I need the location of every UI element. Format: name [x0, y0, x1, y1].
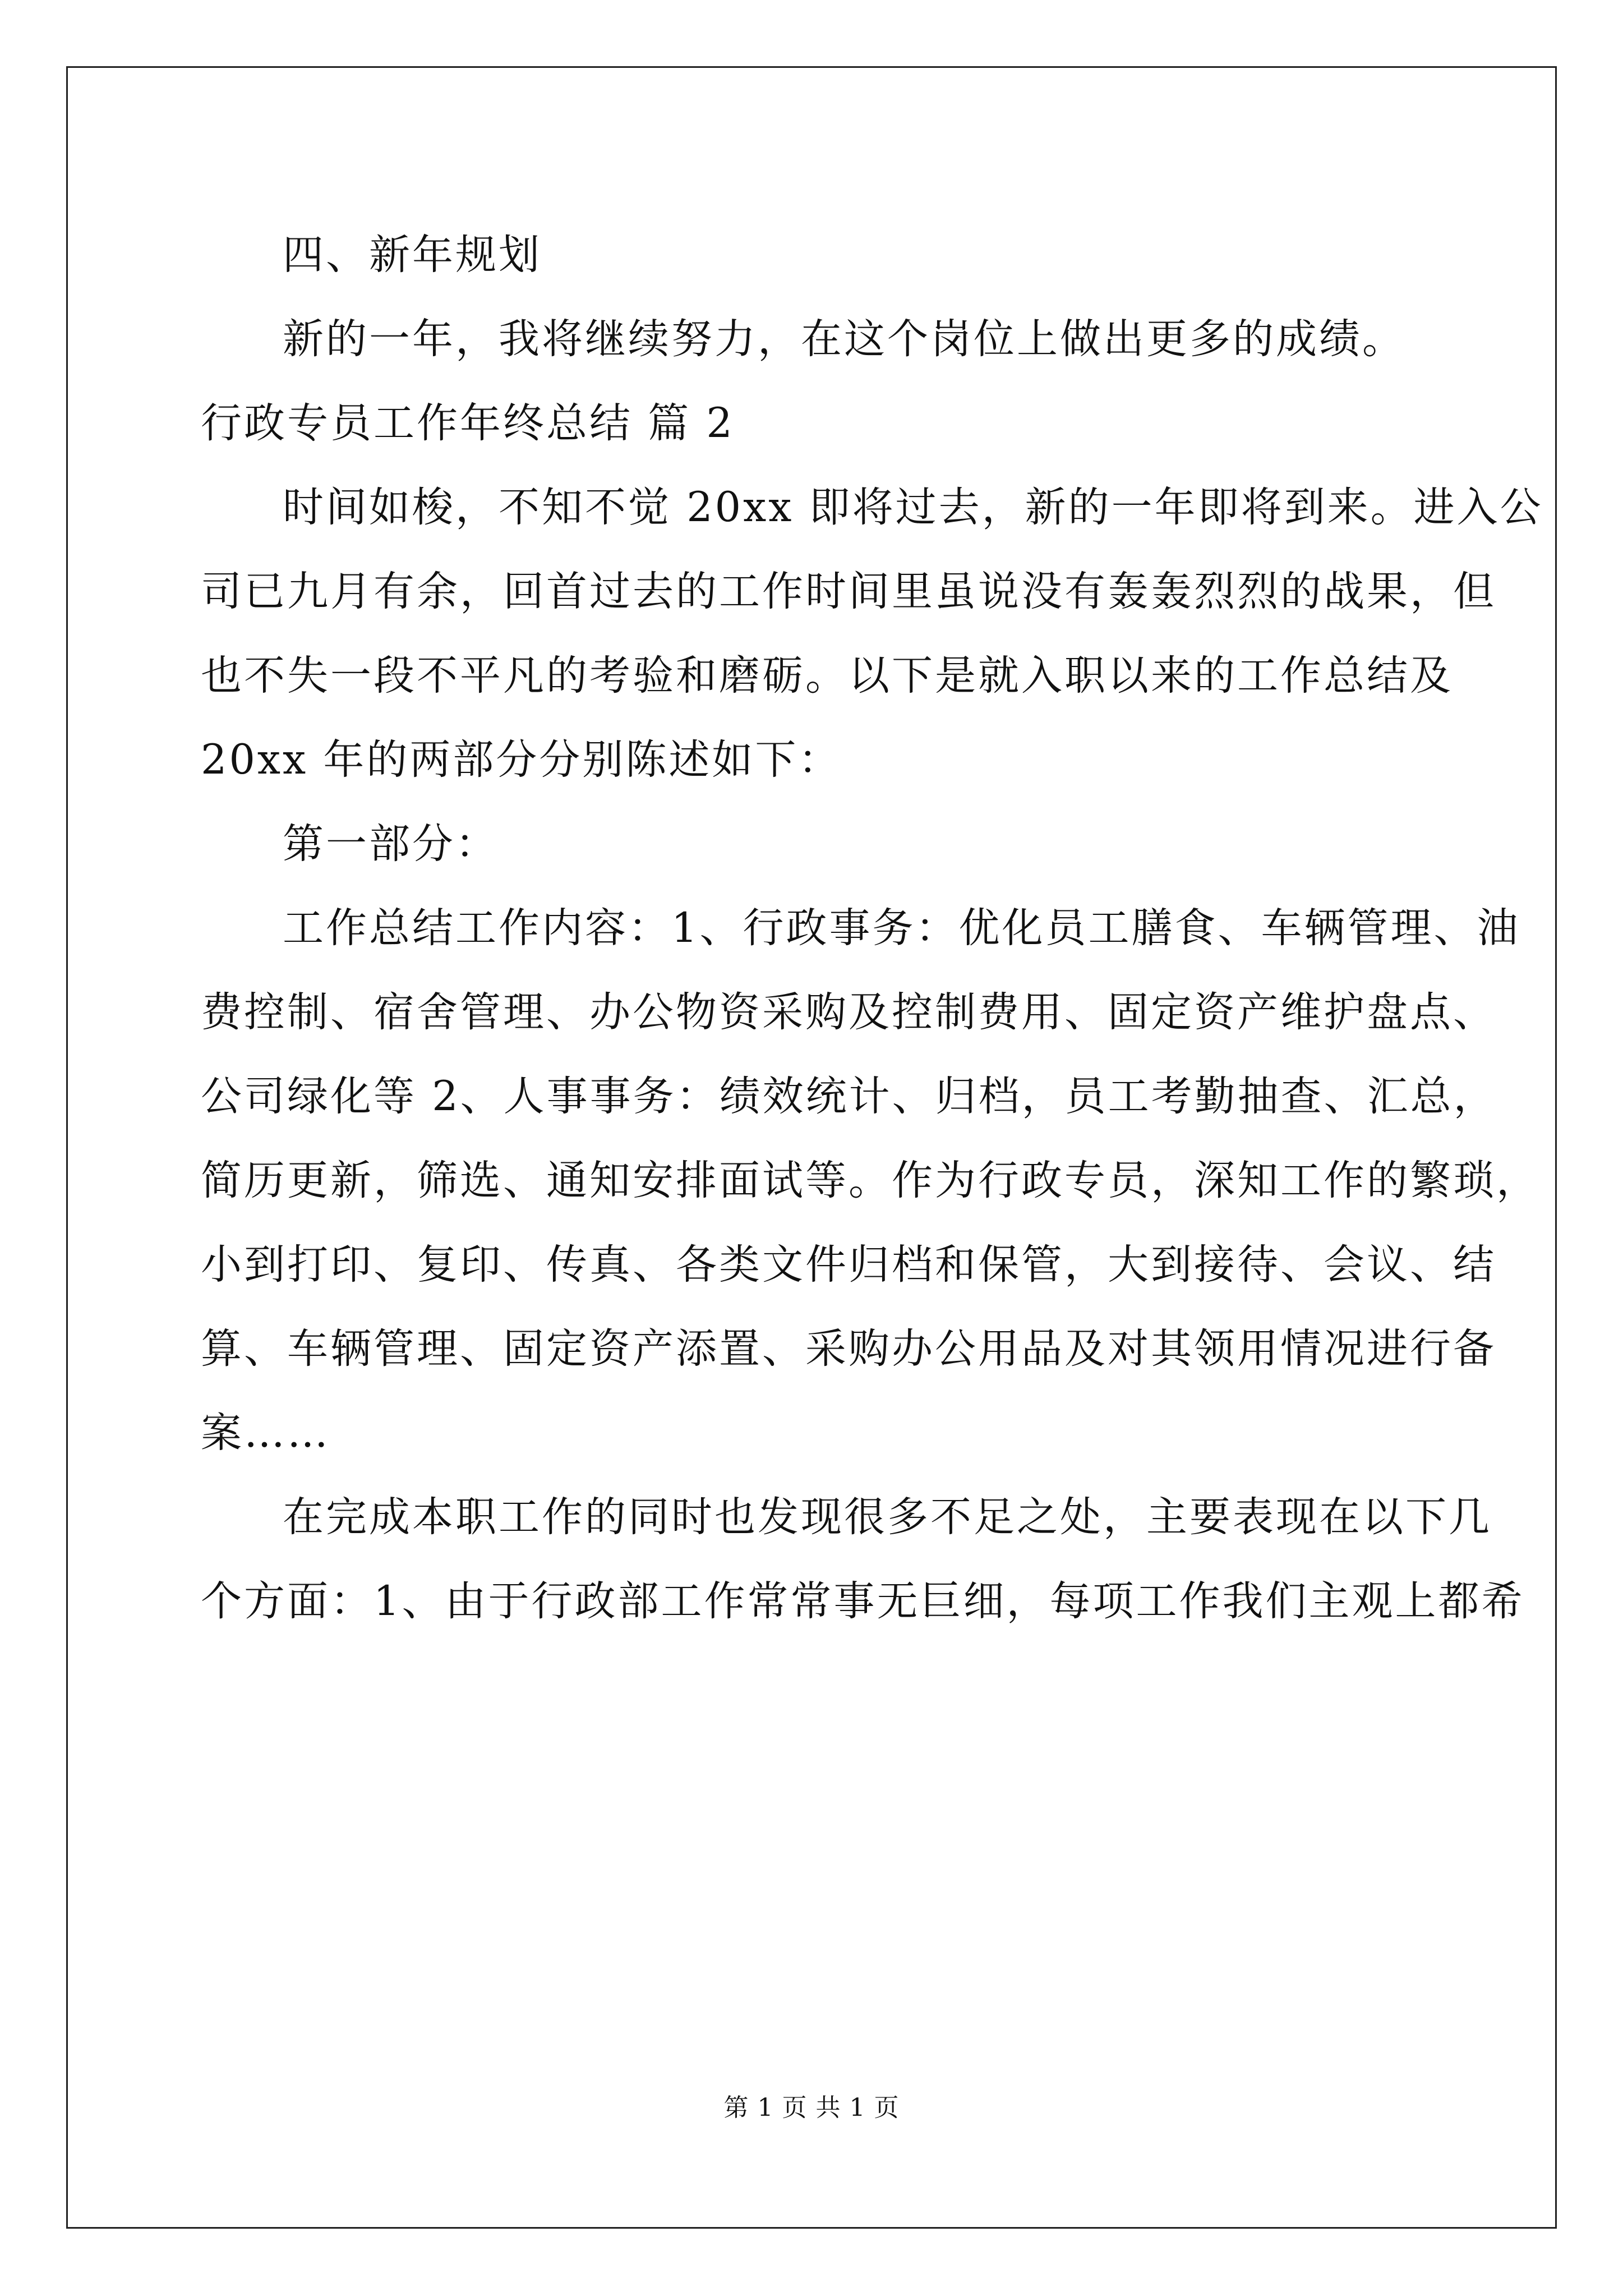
text-line: 时间如梭，不知不觉 20xx 即将过去，新的一年即将到来。进入公	[283, 484, 1543, 531]
text-line: 案……	[201, 1409, 330, 1457]
document-body	[201, 213, 1543, 1644]
text-line: 个方面：1、由于行政部工作常常事无巨细，每项工作我们主观上都希	[201, 1577, 1525, 1625]
text-line: 新的一年，我将继续努力，在这个岗位上做出更多的成绩。	[283, 315, 1405, 363]
text-line: 在完成本职工作的同时也发现很多不足之处，主要表现在以下几	[283, 1493, 1492, 1541]
text-line: 工作总结工作内容：1、行政事务：优化员工膳食、车辆管理、油	[283, 904, 1520, 952]
text-line: 费控制、宿舍管理、办公物资采购及控制费用、固定资产维护盘点、	[201, 988, 1496, 1036]
text-line: 公司绿化等 2、人事事务：绩效统计、归档，员工考勤抽查、汇总，	[201, 1073, 1497, 1120]
page-footer: 第 1 页 共 1 页	[723, 2093, 900, 2122]
text-line: 第一部分：	[283, 820, 499, 868]
section-heading: 行政专员工作年终总结 篇 2	[201, 399, 735, 447]
text-line: 算、车辆管理、固定资产添置、采购办公用品及对其领用情况进行备	[201, 1325, 1496, 1373]
text-line: 司已九月有余，回首过去的工作时间里虽说没有轰轰烈烈的战果，但	[201, 568, 1496, 615]
text-line: 四、新年规划	[283, 231, 542, 279]
text-line: 小到打印、复印、传真、各类文件归档和保管，大到接待、会议、结	[201, 1241, 1496, 1289]
text-line: 20xx 年的两部分分别陈述如下：	[201, 736, 842, 784]
text-line: 也不失一段不平凡的考验和磨砺。以下是就入职以来的工作总结及	[201, 652, 1453, 700]
text-line: 简历更新，筛选、通知安排面试等。作为行政专员，深知工作的繁琐，	[201, 1157, 1539, 1204]
